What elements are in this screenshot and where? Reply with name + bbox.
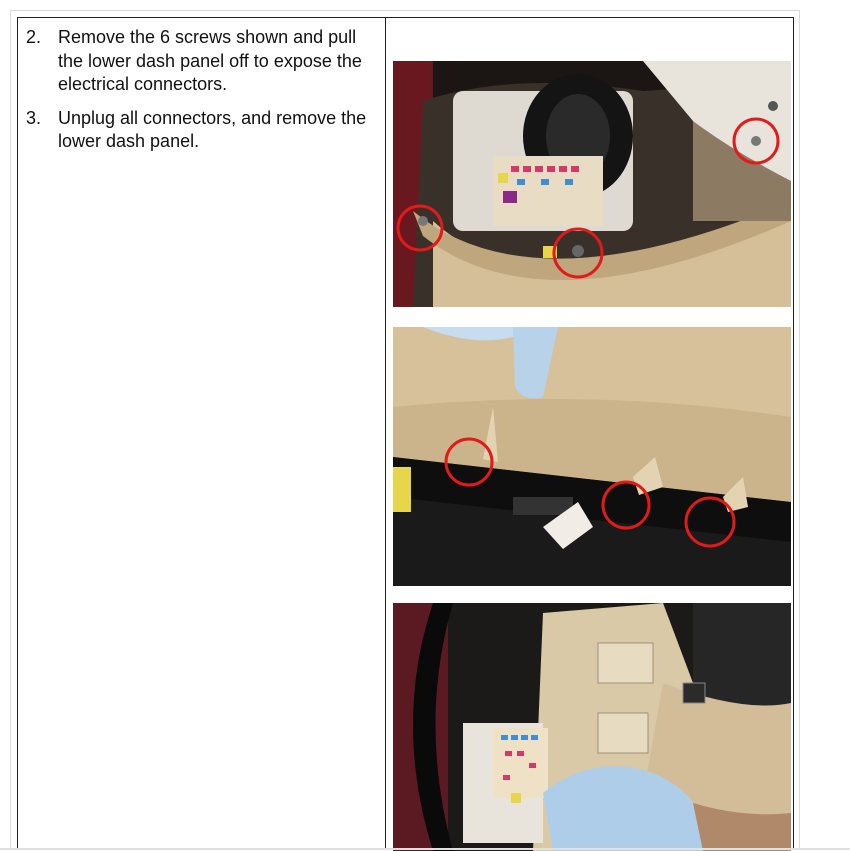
instruction-table — [17, 17, 794, 850]
step-3 — [24, 107, 374, 154]
step-text: Remove the 6 screws shown and pull the lower dash panel off to expose the electrical connectors. — [58, 27, 362, 94]
photo-panel-clips — [393, 327, 791, 586]
photo-remove-panel — [393, 603, 791, 851]
step-2 — [24, 26, 374, 97]
column-divider — [385, 18, 386, 850]
photo-screws-under-dash — [393, 61, 791, 307]
step-number: 3. — [26, 107, 42, 128]
step-number: 2. — [26, 27, 42, 47]
step-text: Unplug all connectors, and remove the lower dash panel. — [58, 107, 367, 151]
steps-column — [24, 26, 374, 164]
